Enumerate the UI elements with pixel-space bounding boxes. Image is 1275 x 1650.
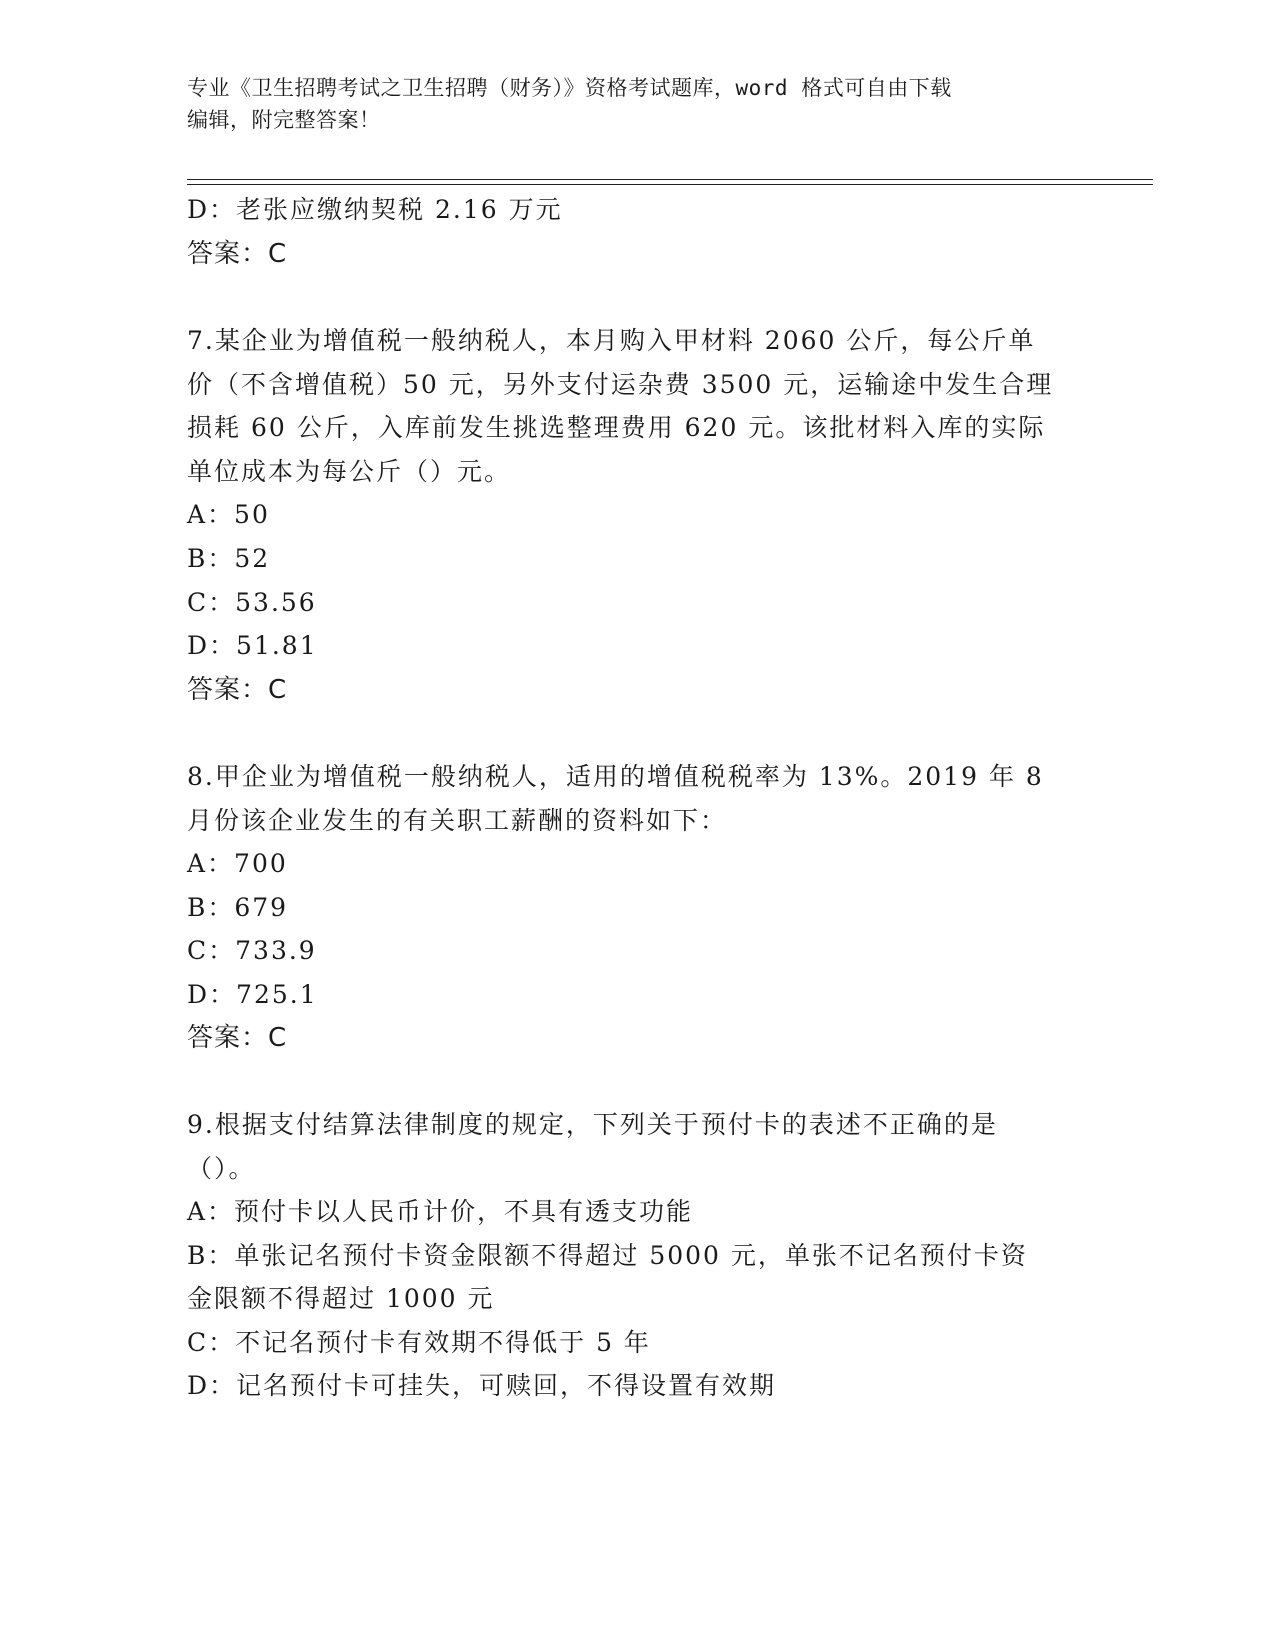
q7-stem-line-2: 价（不含增值税）50 元，另外支付运杂费 3500 元，运输途中发生合理 [187,370,1054,399]
q9-stem-line-1: 9.根据支付结算法律制度的规定，下列关于预付卡的表述不正确的是 [187,1110,998,1139]
q7-option-b: B：52 [187,544,271,573]
q9-stem-line-2: （）。 [187,1154,256,1183]
q7-stem-line-3: 损耗 60 公斤，入库前发生挑选整理费用 620 元。该批材料入库的实际 [187,413,1046,442]
header-rule-top [187,179,1153,180]
header-line-2: 编辑，附完整答案！ [187,108,381,132]
q7-stem-line-4: 单位成本为每公斤（）元。 [187,457,512,486]
q7-option-a: A：50 [187,500,270,529]
header-line-1: 专业《卫生招聘考试之卫生招聘（财务）》资格考试题库，word 格式可自由下载 [187,76,952,100]
q9-option-b-line-1: B：单张记名预付卡资金限额不得超过 5000 元，单张不记名预付卡资 [187,1241,1028,1270]
q9-option-c: C：不记名预付卡有效期不得低于 5 年 [187,1328,651,1357]
prev-answer: 答案：C [187,239,288,269]
q8-answer: 答案：C [187,1023,288,1053]
q7-stem-line-1: 7.某企业为增值税一般纳税人，本月购入甲材料 2060 公斤，每公斤单 [187,326,1036,355]
q9-option-d: D：记名预付卡可挂失，可赎回，不得设置有效期 [187,1371,777,1400]
q8-option-d: D：725.1 [187,980,318,1009]
q9-option-b-line-2: 金限额不得超过 1000 元 [187,1284,495,1313]
q8-option-b: B：679 [187,893,289,922]
document-header [187,72,1087,136]
header-rule-bottom [187,184,1153,185]
q9-option-a: A：预付卡以人民币计价，不具有透支功能 [187,1197,694,1226]
q7-option-d: D：51.81 [187,631,318,660]
q8-option-a: A：700 [187,849,288,878]
q7-option-c: C：53.56 [187,588,317,617]
q7-answer: 答案：C [187,675,288,705]
q8-stem-line-1: 8.甲企业为增值税一般纳税人，适用的增值税税率为 13%。2019 年 8 [187,762,1044,791]
q8-option-c: C：733.9 [187,936,317,965]
prev-option-d: D：老张应缴纳契税 2.16 万元 [187,195,563,224]
q8-stem-line-2: 月份该企业发生的有关职工薪酬的资料如下： [187,806,728,835]
